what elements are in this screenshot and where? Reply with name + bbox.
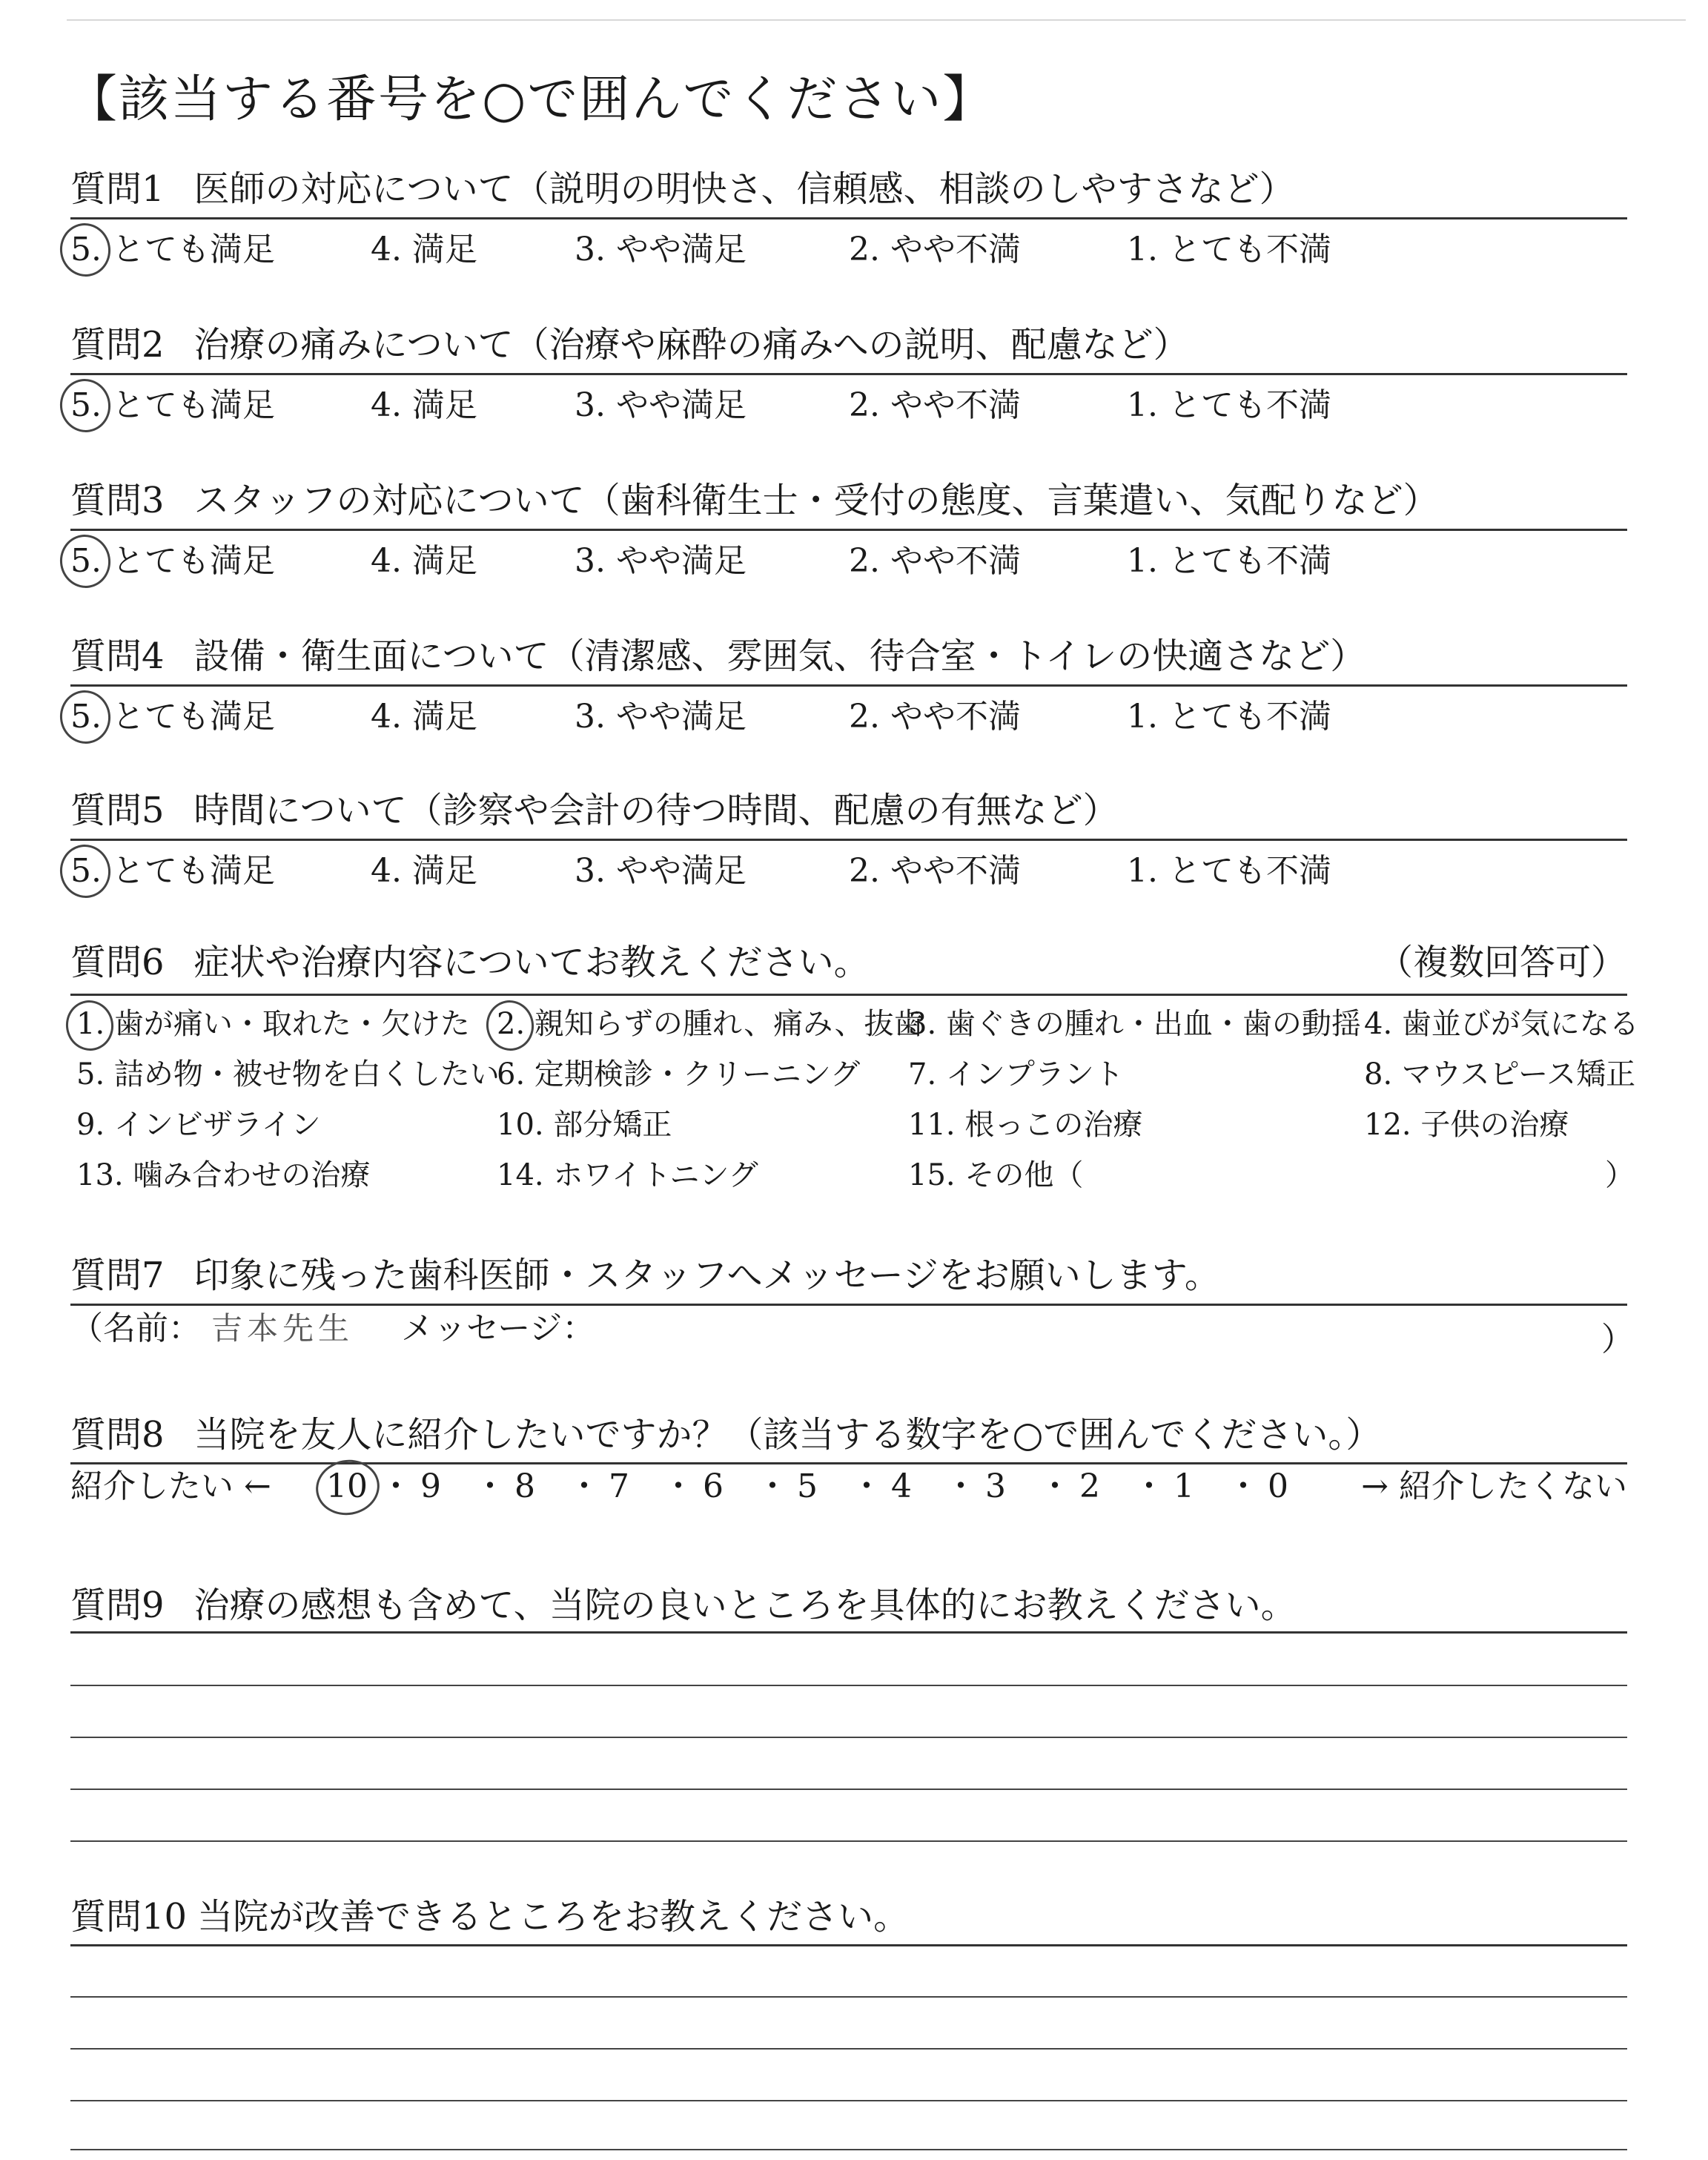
q8-scale-separator: ・ xyxy=(568,1467,600,1505)
rating-option[interactable]: 2. やや不満 xyxy=(849,698,1021,736)
q8-scale-separator: ・ xyxy=(944,1467,977,1505)
q8-left-label: 紹介したい ← xyxy=(70,1467,271,1505)
q10-write-line[interactable] xyxy=(70,2048,1627,2050)
q10-text: 当院が改善できるところをお教えください。 xyxy=(197,1896,910,1938)
q4-text: 設備・衛生面について（清潔感、雰囲気、待合室・トイレの快適さなど） xyxy=(193,635,1366,677)
instruction-header: 【該当する番号を○で囲んでください】 xyxy=(67,70,995,129)
q6-option[interactable]: 13. 噛み合わせの治療 xyxy=(76,1158,371,1192)
q7-number: 質問7 xyxy=(70,1255,165,1296)
rating-option[interactable]: 4. 満足 xyxy=(371,231,477,268)
rating-option[interactable]: 2. やや不満 xyxy=(849,542,1021,580)
q8-scale-separator: ・ xyxy=(662,1467,695,1505)
q8-scale-value[interactable]: 8 xyxy=(514,1467,535,1505)
q4-title xyxy=(70,634,1366,678)
q10-write-line[interactable] xyxy=(70,2149,1627,2150)
q3-options xyxy=(70,539,1627,584)
q8-scale-value[interactable]: 9 xyxy=(420,1467,441,1505)
q9-title xyxy=(70,1583,1297,1628)
q8-scale-separator: ・ xyxy=(756,1467,789,1505)
q4-rule xyxy=(70,684,1627,687)
q6-option[interactable]: 6. 定期検診・クリーニング xyxy=(497,1057,861,1091)
q9-write-line[interactable] xyxy=(70,1789,1627,1790)
q4-number: 質問4 xyxy=(70,635,165,677)
rating-option[interactable]: 4. 満足 xyxy=(371,542,477,580)
q3-text: スタッフの対応について（歯科衛生士・受付の態度、言葉遣い、気配りなど） xyxy=(193,480,1439,521)
q2-title xyxy=(70,323,1189,367)
q2-options xyxy=(70,383,1627,428)
q8-scale-value[interactable]: 4 xyxy=(891,1467,912,1505)
q8-scale-separator: ・ xyxy=(850,1467,883,1505)
q8-scale-value[interactable]: 2 xyxy=(1079,1467,1100,1505)
q1-text: 医師の対応について（説明の明快さ、信頼感、相談のしやすさなど） xyxy=(193,168,1295,210)
q3-rule xyxy=(70,529,1627,531)
rating-option[interactable]: 1. とても不満 xyxy=(1127,386,1331,424)
q9-rule xyxy=(70,1631,1627,1634)
q1-options xyxy=(70,228,1627,272)
q6-option[interactable]: 4. 歯並びが気になる xyxy=(1364,1007,1639,1041)
q6-items xyxy=(70,1005,1639,1198)
q8-scale-separator: ・ xyxy=(474,1467,506,1505)
q6-option[interactable]: 5. 詰め物・被せ物を白くしたい xyxy=(76,1057,500,1091)
q8-scale xyxy=(70,1464,1627,1509)
q5-number: 質問5 xyxy=(70,790,165,831)
q6-option[interactable]: 7. インプラント xyxy=(908,1057,1124,1091)
q8-right-label: → 紹介したくない xyxy=(1361,1467,1627,1505)
q6-text: 症状や治療内容についてお教えください。 xyxy=(193,942,870,983)
q5-rule xyxy=(70,839,1627,841)
q1-rule xyxy=(70,217,1627,219)
q9-text: 治療の感想も含めて、当院の良いところを具体的にお教えください。 xyxy=(193,1585,1297,1626)
q6-option[interactable]: 9. インビザライン xyxy=(76,1108,321,1142)
rating-option[interactable]: 1. とても不満 xyxy=(1127,852,1331,890)
q2-rule xyxy=(70,373,1627,375)
q6-option[interactable]: 10. 部分矯正 xyxy=(497,1108,672,1142)
rating-option[interactable]: 5. とても満足 xyxy=(70,698,275,736)
q7-title xyxy=(70,1253,1220,1298)
q9-number: 質問9 xyxy=(70,1585,165,1626)
q7-rule xyxy=(70,1304,1627,1306)
rating-option[interactable]: 5. とても満足 xyxy=(70,386,275,424)
rating-option[interactable]: 3. やや満足 xyxy=(575,231,747,268)
q6-option[interactable]: 15. その他（ xyxy=(908,1158,1084,1192)
q4-options xyxy=(70,695,1627,739)
rating-option[interactable]: 2. やや不満 xyxy=(849,852,1021,890)
rating-option[interactable]: 3. やや満足 xyxy=(575,386,747,424)
q6-other-close: ） xyxy=(1605,1158,1635,1192)
q2-text: 治療の痛みについて（治療や麻酔の痛みへの説明、配慮など） xyxy=(193,324,1189,366)
q8-scale-value[interactable]: 10 xyxy=(326,1467,368,1505)
rating-option[interactable]: 4. 満足 xyxy=(371,698,477,736)
q9-write-line[interactable] xyxy=(70,1737,1627,1738)
rating-option[interactable]: 1. とても不満 xyxy=(1127,542,1331,580)
q1-number: 質問1 xyxy=(70,168,165,210)
q5-options xyxy=(70,849,1627,894)
q6-option[interactable]: 11. 根っこの治療 xyxy=(908,1108,1143,1142)
rating-option[interactable]: 2. やや不満 xyxy=(849,386,1021,424)
q5-text: 時間について（診察や会計の待つ時間、配慮の有無など） xyxy=(193,790,1119,831)
q7-close-paren: ） xyxy=(1601,1321,1634,1358)
q6-option[interactable]: 1. 歯が痛い・取れた・欠けた xyxy=(76,1007,470,1041)
q6-note: （複数回答可） xyxy=(1377,942,1626,983)
q8-scale-value[interactable]: 0 xyxy=(1268,1467,1288,1505)
q5-title xyxy=(70,788,1119,833)
rating-option[interactable]: 3. やや満足 xyxy=(575,698,747,736)
q8-scale-value[interactable]: 1 xyxy=(1174,1467,1194,1505)
q7-name-label: （名前： xyxy=(70,1309,201,1347)
q10-write-line[interactable] xyxy=(70,1996,1627,1998)
q8-scale-value[interactable]: 6 xyxy=(703,1467,724,1505)
q8-text: 当院を友人に紹介したいですか？（該当する数字を○で囲んでください。） xyxy=(193,1414,1382,1456)
q3-number: 質問3 xyxy=(70,480,165,521)
q7-message-label: メッセージ： xyxy=(401,1309,595,1347)
q8-number: 質問8 xyxy=(70,1414,165,1456)
q8-scale-value[interactable]: 3 xyxy=(985,1467,1006,1505)
q7-name-value[interactable]: 吉本先生 xyxy=(211,1310,354,1347)
q6-title xyxy=(70,940,870,985)
q8-scale-value[interactable]: 5 xyxy=(797,1467,818,1505)
rating-option[interactable]: 1. とても不満 xyxy=(1127,231,1331,268)
q2-number: 質問2 xyxy=(70,324,165,366)
rating-option[interactable]: 3. やや満足 xyxy=(575,852,747,890)
rating-option[interactable]: 2. やや不満 xyxy=(849,231,1021,268)
q1-title xyxy=(70,167,1295,211)
q6-number: 質問6 xyxy=(70,942,165,983)
q6-option[interactable]: 2. 親知らずの腫れ、痛み、抜歯 xyxy=(497,1007,924,1041)
rating-option[interactable]: 5. とても満足 xyxy=(70,542,275,580)
rating-option[interactable]: 5. とても満足 xyxy=(70,852,275,890)
q7-answer-row xyxy=(70,1307,1627,1351)
rating-option[interactable]: 3. やや満足 xyxy=(575,542,747,580)
q6-option[interactable]: 8. マウスピース矯正 xyxy=(1364,1057,1636,1091)
q10-number: 質問10 xyxy=(70,1896,188,1938)
q6-option[interactable]: 12. 子供の治療 xyxy=(1364,1108,1569,1142)
q6-option[interactable]: 3. 歯ぐきの腫れ・出血・歯の動揺 xyxy=(908,1007,1361,1041)
q6-option[interactable]: 14. ホワイトニング xyxy=(497,1158,758,1192)
q9-write-line[interactable] xyxy=(70,1840,1627,1842)
q8-scale-separator: ・ xyxy=(1133,1467,1165,1505)
q8-title xyxy=(70,1413,1381,1457)
q8-scale-separator: ・ xyxy=(1039,1467,1071,1505)
rating-option[interactable]: 4. 満足 xyxy=(371,852,477,890)
q10-title xyxy=(70,1895,909,1939)
rating-option[interactable]: 5. とても満足 xyxy=(70,231,275,268)
q10-rule xyxy=(70,1944,1627,1946)
top-border xyxy=(67,19,1686,21)
q8-scale-separator: ・ xyxy=(1227,1467,1260,1505)
rating-option[interactable]: 1. とても不満 xyxy=(1127,698,1331,736)
q10-write-line[interactable] xyxy=(70,2100,1627,2101)
q8-scale-separator: ・ xyxy=(380,1467,412,1505)
q9-write-line[interactable] xyxy=(70,1685,1627,1686)
q8-scale-value[interactable]: 7 xyxy=(609,1467,629,1505)
rating-option[interactable]: 4. 満足 xyxy=(371,386,477,424)
q6-rule xyxy=(70,994,1627,996)
q7-text: 印象に残った歯科医師・スタッフへメッセージをお願いします。 xyxy=(193,1255,1220,1296)
q3-title xyxy=(70,478,1439,523)
